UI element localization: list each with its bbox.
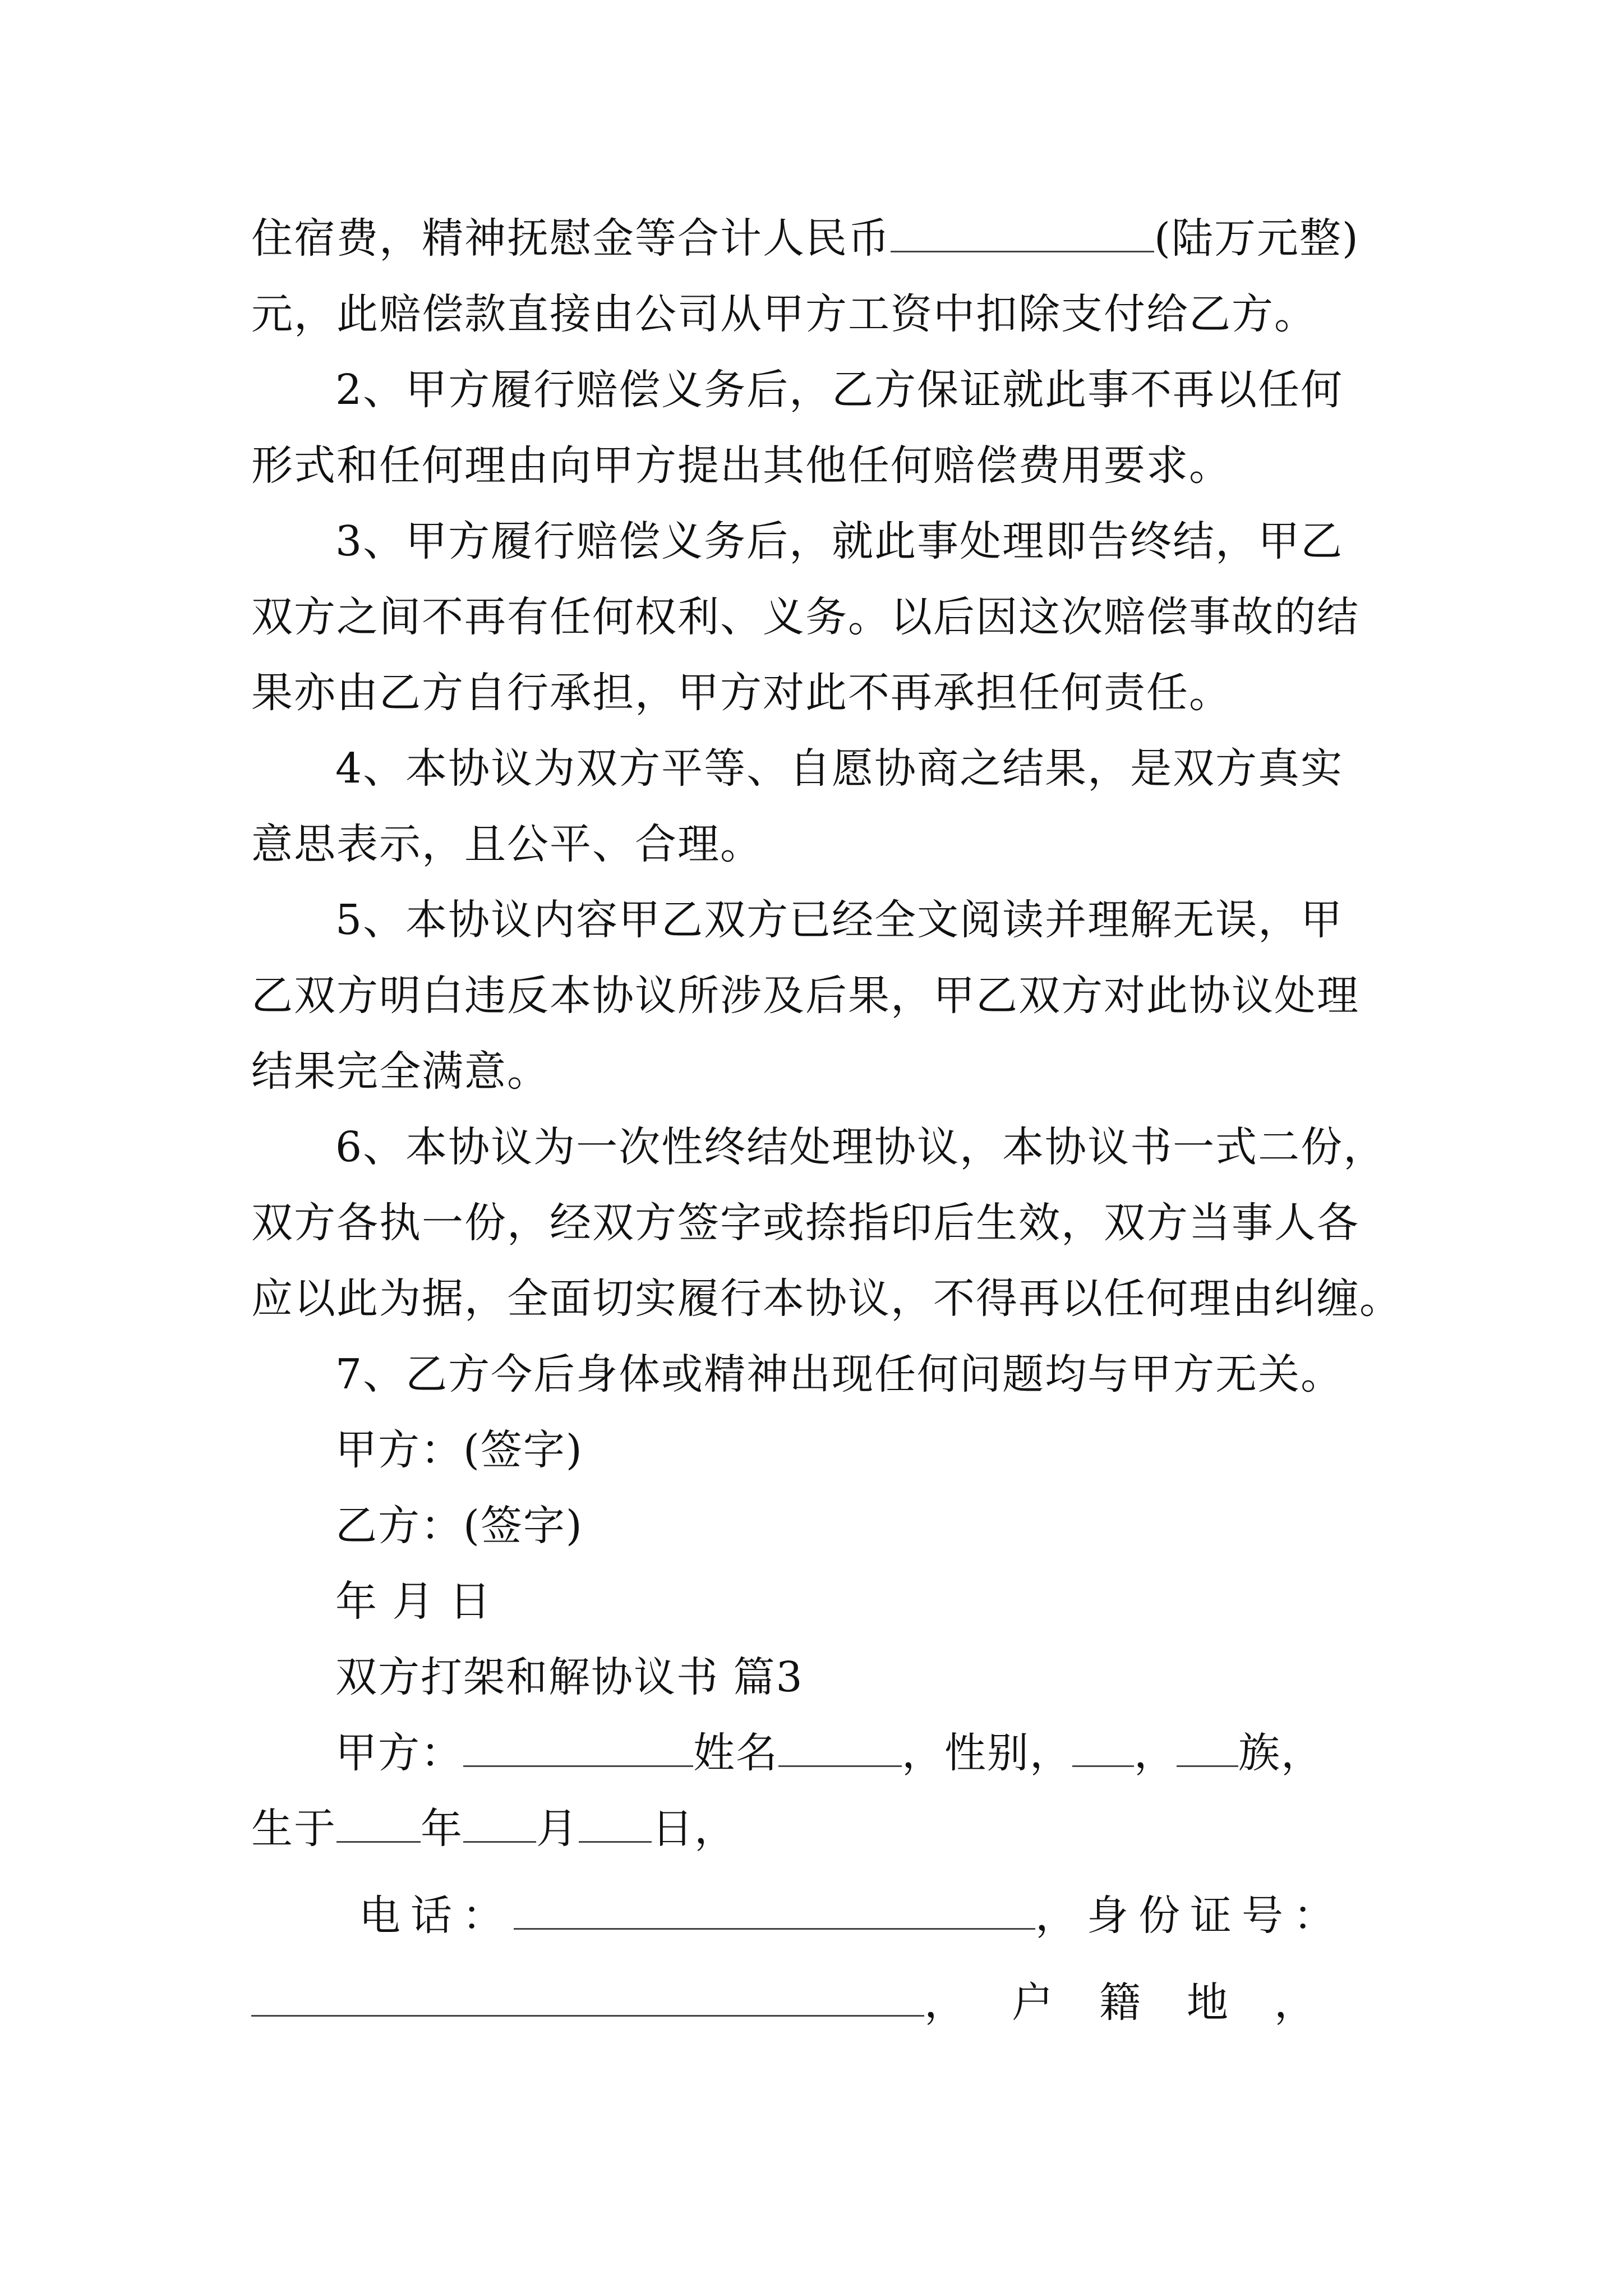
text-line: 果亦由乙方自行承担，甲方对此不再承担任何责任。 — [251, 669, 1232, 717]
text-line: 应以此为据，全面切实履行本协议，不得再以任何理由纠缠。 — [251, 1274, 1402, 1323]
phone-id-line — [359, 1888, 1390, 1944]
blank-field — [579, 1802, 652, 1843]
text-segment: ，身份证号： — [1035, 1892, 1345, 1940]
text-segment: 甲方： — [335, 1729, 463, 1777]
text-line: 双方各执一份，经双方签字或捺指印后生效，双方当事人各 — [251, 1199, 1359, 1247]
section-title: 双方打架和解协议书 篇3 — [335, 1653, 804, 1701]
text-segment: ， — [1134, 1729, 1177, 1777]
text-segment: 族， — [1238, 1729, 1324, 1777]
party-b-signature: 乙方：(签字) — [335, 1502, 583, 1550]
paragraph-2-line-1: 2、甲方履行赔偿义务后，乙方保证就此事不再以任何 — [335, 366, 1344, 414]
text-line: 结果完全满意。 — [251, 1047, 550, 1096]
text-segment: 电话： — [359, 1892, 514, 1940]
blank-amount — [891, 211, 1154, 252]
blank-field — [336, 1802, 421, 1843]
text-segment: 年 — [421, 1805, 463, 1853]
birth-date-line — [251, 1801, 1390, 1857]
paragraph-3-line-1: 3、甲方履行赔偿义务后，就此事处理即告终结，甲乙 — [335, 517, 1344, 565]
paragraph-4-line-1: 4、本协议为双方平等、自愿协商之结果，是双方真实 — [335, 744, 1344, 793]
paragraph-7: 7、乙方今后身体或精神出现任何问题均与甲方无关。 — [335, 1350, 1344, 1398]
text-line: 元，此赔偿款直接由公司从甲方工资中扣除支付给乙方。 — [251, 290, 1317, 338]
text-line — [251, 210, 1390, 266]
text-segment: 生于 — [251, 1805, 336, 1853]
blank-field — [778, 1726, 902, 1767]
text-segment: ，户籍地， — [924, 1978, 1362, 2027]
blank-field — [463, 1726, 693, 1767]
paragraph-5-line-1: 5、本协议内容甲乙双方已经全文阅读并理解无误，甲 — [335, 896, 1344, 944]
text-segment: 姓名 — [693, 1729, 778, 1777]
blank-field — [463, 1802, 536, 1843]
household-register-line — [251, 1975, 1390, 2031]
blank-field — [514, 1889, 1035, 1930]
blank-field — [251, 1976, 924, 2017]
text-segment: (陆万元整) — [1154, 214, 1359, 263]
date-line: 年 月 日 — [335, 1577, 492, 1626]
text-line: 双方之间不再有任何权利、义务。以后因这次赔偿事故的结 — [251, 593, 1359, 641]
blank-field — [1072, 1726, 1134, 1767]
party-a-signature: 甲方：(签字) — [335, 1426, 583, 1474]
text-segment: 住宿费，精神抚慰金等合计人民币 — [251, 214, 891, 263]
text-segment: 日， — [652, 1805, 737, 1853]
party-a-info-line — [335, 1725, 1390, 1781]
blank-field — [1177, 1726, 1238, 1767]
text-line: 形式和任何理由向甲方提出其他任何赔偿费用要求。 — [251, 441, 1232, 490]
text-line: 意思表示，且公平、合理。 — [251, 820, 763, 868]
paragraph-6-line-1: 6、本协议为一次性终结处理协议，本协议书一式二份， — [335, 1123, 1386, 1171]
text-segment: 月 — [536, 1805, 579, 1853]
text-line: 乙双方明白违反本协议所涉及后果，甲乙双方对此协议处理 — [251, 972, 1359, 1020]
text-segment: ，性别， — [902, 1729, 1072, 1777]
